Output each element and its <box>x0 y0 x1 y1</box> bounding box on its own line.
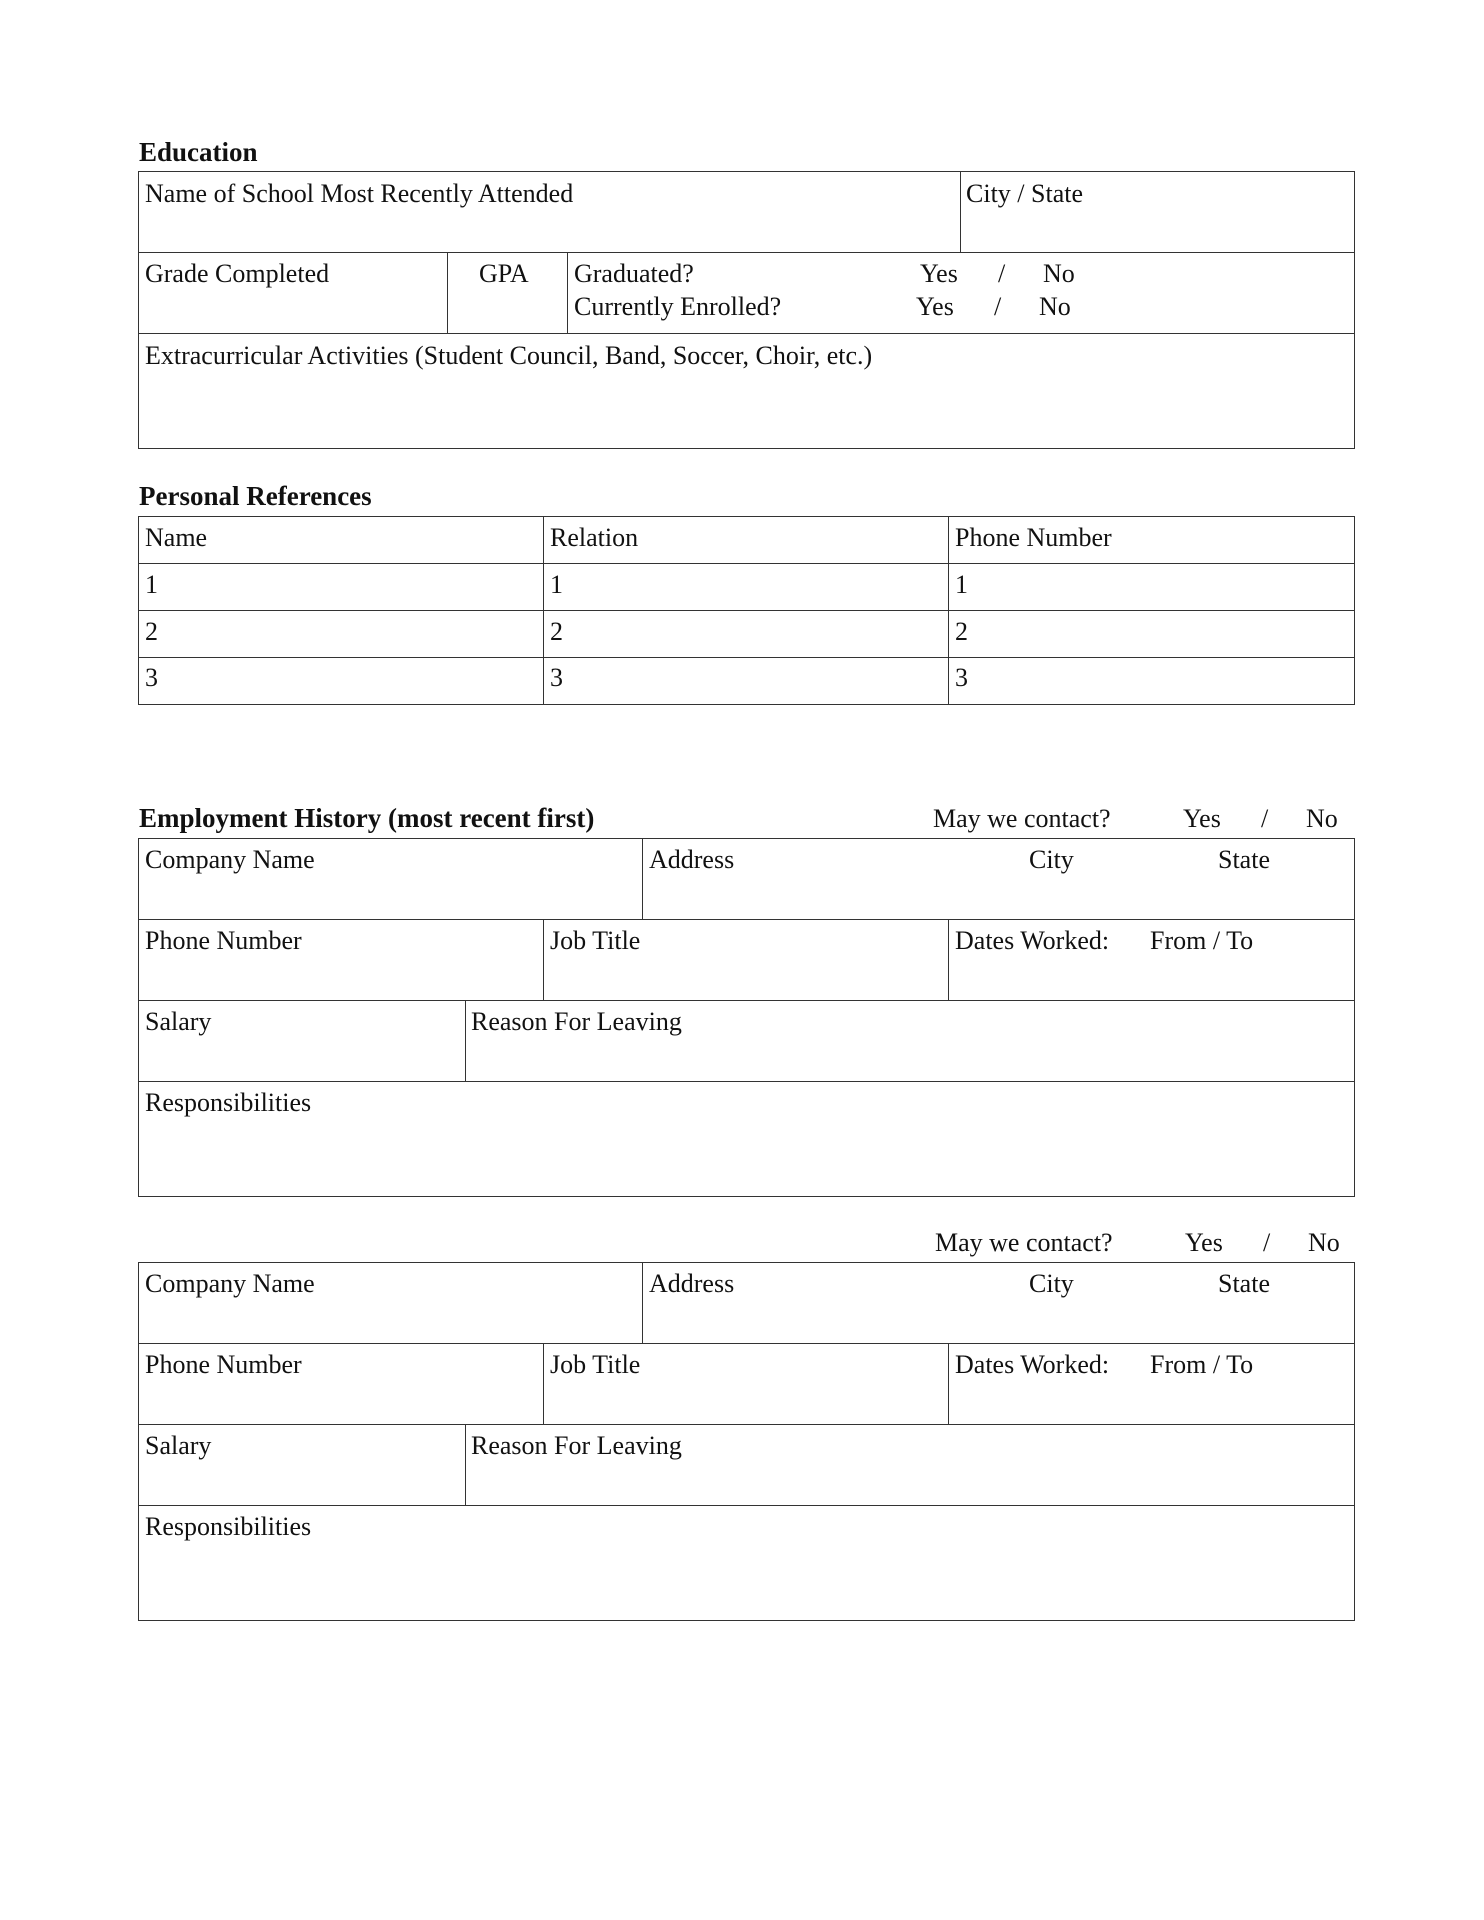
gpa-field[interactable]: GPA <box>479 259 529 288</box>
company-name-field[interactable]: Company Name <box>145 1269 315 1298</box>
dates-worked-field[interactable]: Dates Worked: <box>955 926 1110 955</box>
divider <box>138 333 1355 334</box>
extracurricular-field[interactable]: Extracurricular Activities (Student Council, Band, Soccer, Choir, etc.) <box>145 341 873 370</box>
divider <box>948 919 949 1000</box>
divider <box>138 252 1355 253</box>
contact-label: May we contact? <box>935 1228 1113 1257</box>
divider <box>138 657 1355 658</box>
graduated-label: Graduated? <box>574 259 694 288</box>
enrolled-label: Currently Enrolled? <box>574 292 782 321</box>
enrolled-separator: / <box>994 292 1002 321</box>
state-label: State <box>1218 1269 1270 1298</box>
responsibilities-field[interactable]: Responsibilities <box>145 1088 312 1117</box>
contact-no-option[interactable]: No <box>1308 1228 1340 1257</box>
reference-relation-cell[interactable]: 2 <box>550 617 563 646</box>
dates-worked-field[interactable]: Dates Worked: <box>955 1350 1110 1379</box>
contact-no-option[interactable]: No <box>1306 804 1338 833</box>
divider <box>138 610 1355 611</box>
responsibilities-field[interactable]: Responsibilities <box>145 1512 312 1541</box>
graduated-separator: / <box>998 259 1006 288</box>
education-heading: Education <box>139 137 258 167</box>
divider <box>642 838 643 919</box>
column-header-relation: Relation <box>550 523 639 552</box>
divider <box>948 516 949 705</box>
contact-label: May we contact? <box>933 804 1111 833</box>
divider <box>543 516 544 705</box>
divider <box>138 563 1355 564</box>
divider <box>465 1000 466 1081</box>
grade-completed-field[interactable]: Grade Completed <box>145 259 330 288</box>
reference-phone-cell[interactable]: 2 <box>955 617 968 646</box>
column-header-phone: Phone Number <box>955 523 1112 552</box>
divider <box>642 1262 643 1343</box>
divider <box>948 1343 949 1424</box>
divider <box>138 1424 1355 1425</box>
column-header-name: Name <box>145 523 208 552</box>
reason-for-leaving-field[interactable]: Reason For Leaving <box>471 1431 682 1460</box>
city-state-field[interactable]: City / State <box>966 179 1083 208</box>
divider <box>543 1343 544 1424</box>
school-name-field[interactable]: Name of School Most Recently Attended <box>145 179 574 208</box>
address-field[interactable]: Address <box>649 845 735 874</box>
divider <box>567 252 568 333</box>
contact-yes-option[interactable]: Yes <box>1185 1228 1223 1257</box>
reference-name-cell[interactable]: 3 <box>145 663 158 692</box>
reason-for-leaving-field[interactable]: Reason For Leaving <box>471 1007 682 1036</box>
job-title-field[interactable]: Job Title <box>550 926 641 955</box>
employment-heading: Employment History (most recent first) <box>139 803 595 833</box>
divider <box>447 252 448 333</box>
divider <box>138 1505 1355 1506</box>
employment-table <box>138 838 1355 1197</box>
city-label: City <box>1029 1269 1074 1298</box>
divider <box>960 171 961 252</box>
reference-name-cell[interactable]: 2 <box>145 617 158 646</box>
divider <box>138 1343 1355 1344</box>
graduated-yes-option[interactable]: Yes <box>920 259 958 288</box>
divider <box>138 919 1355 920</box>
phone-number-field[interactable]: Phone Number <box>145 1350 302 1379</box>
reference-phone-cell[interactable]: 1 <box>955 570 968 599</box>
reference-relation-cell[interactable]: 1 <box>550 570 563 599</box>
contact-yes-option[interactable]: Yes <box>1183 804 1221 833</box>
from-to-label: From / To <box>1150 1350 1254 1379</box>
divider <box>543 919 544 1000</box>
divider <box>465 1424 466 1505</box>
contact-separator: / <box>1263 1228 1271 1257</box>
graduated-no-option[interactable]: No <box>1043 259 1075 288</box>
enrolled-no-option[interactable]: No <box>1039 292 1071 321</box>
state-label: State <box>1218 845 1270 874</box>
company-name-field[interactable]: Company Name <box>145 845 315 874</box>
job-title-field[interactable]: Job Title <box>550 1350 641 1379</box>
contact-separator: / <box>1261 804 1269 833</box>
reference-phone-cell[interactable]: 3 <box>955 663 968 692</box>
salary-field[interactable]: Salary <box>145 1007 212 1036</box>
divider <box>138 1000 1355 1001</box>
reference-name-cell[interactable]: 1 <box>145 570 158 599</box>
address-field[interactable]: Address <box>649 1269 735 1298</box>
reference-relation-cell[interactable]: 3 <box>550 663 563 692</box>
phone-number-field[interactable]: Phone Number <box>145 926 302 955</box>
salary-field[interactable]: Salary <box>145 1431 212 1460</box>
from-to-label: From / To <box>1150 926 1254 955</box>
employment-table <box>138 1262 1355 1621</box>
references-heading: Personal References <box>139 481 372 511</box>
city-label: City <box>1029 845 1074 874</box>
enrolled-yes-option[interactable]: Yes <box>916 292 954 321</box>
divider <box>138 1081 1355 1082</box>
